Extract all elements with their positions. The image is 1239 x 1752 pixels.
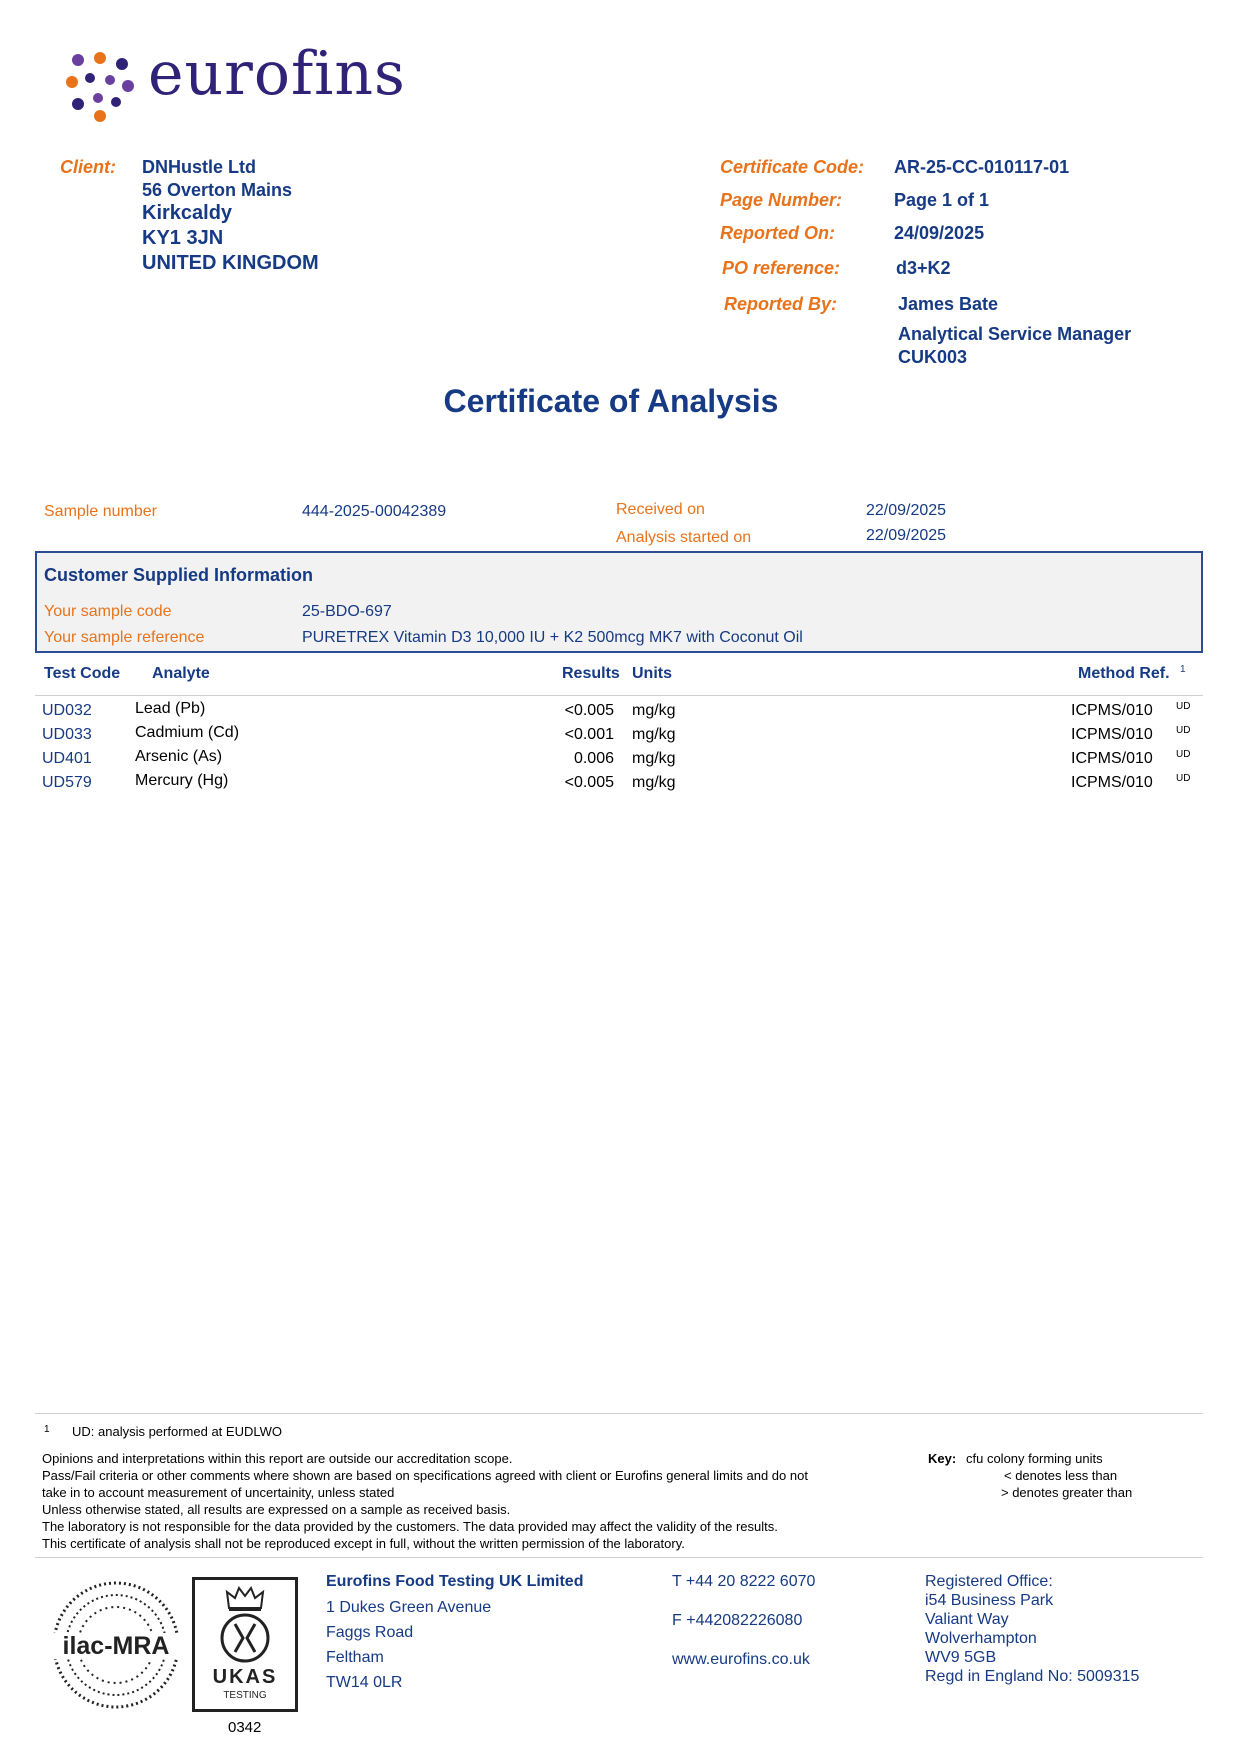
disclaimer-line: The laboratory is not responsible for the data provided by the customers. The data provided may affect the validity of the results. <box>42 1519 778 1534</box>
ukas-logo <box>192 1577 298 1712</box>
table-header-divider <box>35 695 1203 696</box>
eurofins-logo-text: eurofins <box>148 39 406 109</box>
method-ref: ICPMS/010 <box>1071 750 1153 767</box>
client-postcode: KY1 3JN <box>142 227 224 249</box>
analyte: Lead (Pb) <box>135 700 206 717</box>
company-website-link[interactable]: www.eurofins.co.uk <box>672 1651 810 1668</box>
reported-by-name: James Bate <box>898 294 999 314</box>
key-line: > denotes greater than <box>1001 1485 1133 1500</box>
result-unit: mg/kg <box>632 726 676 743</box>
sample-number: 444-2025-00042389 <box>302 503 447 520</box>
key-line: < denotes less than <box>1004 1468 1118 1483</box>
method-ref: ICPMS/010 <box>1071 774 1153 791</box>
disclaimer-line: take in to account measurement of uncertainity, unless stated <box>42 1485 395 1500</box>
disclaimer-line: Unless otherwise stated, all results are expressed on a sample as received basis. <box>42 1502 511 1517</box>
disclaimer-line: Opinions and interpretations within this report are outside our accreditation scope. <box>42 1451 513 1466</box>
result-value: <0.001 <box>564 726 614 743</box>
company-name: Eurofins Food Testing UK Limited <box>326 1573 584 1590</box>
certificate-code: AR-25-CC-010117-01 <box>894 157 1070 177</box>
col-header-analyte: Analyte <box>152 665 210 682</box>
registered-office-label: Registered Office: <box>925 1573 1053 1590</box>
analyte: Mercury (Hg) <box>135 772 229 789</box>
company-fax: F +442082226080 <box>672 1612 803 1629</box>
sample-code-label: Your sample code <box>44 603 172 620</box>
disclaimer-line: This certificate of analysis shall not be reproduced except in full, without the written permission of the laboratory. <box>42 1536 685 1551</box>
ukas-testing-text: TESTING <box>223 1690 267 1701</box>
sample-code: 25-BDO-697 <box>302 603 392 620</box>
po-reference-label: PO reference: <box>722 258 841 278</box>
result-value: <0.005 <box>564 702 614 719</box>
method-ref-sup: UD <box>1176 725 1191 736</box>
analysis-started-label: Analysis started on <box>616 529 752 546</box>
page-title: Certificate of Analysis <box>443 383 779 419</box>
company-address-line: Faggs Road <box>326 1624 414 1641</box>
footnote-text: UD: analysis performed at EUDLWO <box>72 1424 282 1439</box>
analysis-started: 22/09/2025 <box>866 527 947 544</box>
client-name: DNHustle Ltd <box>142 157 256 177</box>
key-line: cfu colony forming units <box>966 1451 1103 1466</box>
result-value: 0.006 <box>573 750 614 767</box>
registered-office-line: Wolverhampton <box>925 1630 1037 1647</box>
reported-by-code: CUK003 <box>898 347 968 367</box>
method-ref-sup: UD <box>1176 749 1191 760</box>
reported-on-label: Reported On: <box>720 223 835 243</box>
customer-info-heading: Customer Supplied Information <box>44 565 314 585</box>
company-address-line: TW14 0LR <box>326 1674 403 1691</box>
reported-on: 24/09/2025 <box>894 223 985 243</box>
received-on-label: Received on <box>616 501 705 518</box>
page-number-label: Page Number: <box>720 190 843 210</box>
footer-divider <box>35 1557 1203 1558</box>
registered-company-number: Regd in England No: 5009315 <box>925 1668 1140 1685</box>
ilac-mra-text: ilac-MRA <box>62 1632 170 1660</box>
registered-office-line: Valiant Way <box>925 1611 1009 1628</box>
key-label: Key: <box>928 1451 957 1466</box>
ukas-emblem-icon <box>219 1612 271 1664</box>
result-unit: mg/kg <box>632 750 676 767</box>
disclaimer-line: Pass/Fail criteria or other comments where shown are based on specifications agreed with client or Eurofins general limits and do not <box>42 1468 808 1483</box>
col-header-units: Units <box>632 665 672 682</box>
method-ref: ICPMS/010 <box>1071 702 1153 719</box>
ukas-number: 0342 <box>228 1719 262 1736</box>
col-header-method-ref: Method Ref. <box>1078 665 1170 682</box>
sample-number-label: Sample number <box>44 503 157 520</box>
company-address-line: 1 Dukes Green Avenue <box>326 1599 492 1616</box>
method-ref-sup: UD <box>1176 701 1191 712</box>
certificate-code-label: Certificate Code: <box>720 157 865 177</box>
sample-reference: PURETREX Vitamin D3 10,000 IU + K2 500mcg MK7 with Coconut Oil <box>302 629 803 646</box>
method-ref: ICPMS/010 <box>1071 726 1153 743</box>
analyte: Arsenic (As) <box>135 748 223 765</box>
client-label: Client: <box>60 157 116 177</box>
client-city: Kirkcaldy <box>142 202 233 224</box>
page-number: Page 1 of 1 <box>894 190 990 210</box>
reported-by-title: Analytical Service Manager <box>898 324 1132 344</box>
footnote-number: 1 <box>44 1424 50 1435</box>
po-reference: d3+K2 <box>896 258 951 278</box>
result-unit: mg/kg <box>632 702 676 719</box>
analyte: Cadmium (Cd) <box>135 724 240 741</box>
method-ref-sup: UD <box>1176 773 1191 784</box>
crown-icon <box>225 1584 265 1612</box>
result-value: <0.005 <box>564 774 614 791</box>
sample-reference-label: Your sample reference <box>44 629 205 646</box>
reported-by-label: Reported By: <box>724 294 838 314</box>
test-code: UD401 <box>42 750 92 767</box>
client-country: UNITED KINGDOM <box>142 252 319 274</box>
test-code: UD579 <box>42 774 92 791</box>
company-address-line: Feltham <box>326 1649 384 1666</box>
received-on: 22/09/2025 <box>866 502 947 519</box>
col-header-test-code: Test Code <box>44 665 121 682</box>
test-code: UD033 <box>42 726 92 743</box>
result-unit: mg/kg <box>632 774 676 791</box>
col-header-results: Results <box>562 665 620 682</box>
ukas-text: UKAS <box>212 1666 278 1688</box>
method-ref-footnote-marker: 1 <box>1180 664 1186 675</box>
registered-office-line: WV9 5GB <box>925 1649 997 1666</box>
registered-office-line: i54 Business Park <box>925 1592 1054 1609</box>
test-code: UD032 <box>42 702 92 719</box>
footer-divider <box>35 1413 1203 1414</box>
client-address-line: 56 Overton Mains <box>142 180 293 200</box>
company-phone: T +44 20 8222 6070 <box>672 1573 816 1590</box>
eurofins-logo-mark-icon <box>64 50 136 122</box>
ilac-mra-logo-icon <box>48 1577 184 1713</box>
